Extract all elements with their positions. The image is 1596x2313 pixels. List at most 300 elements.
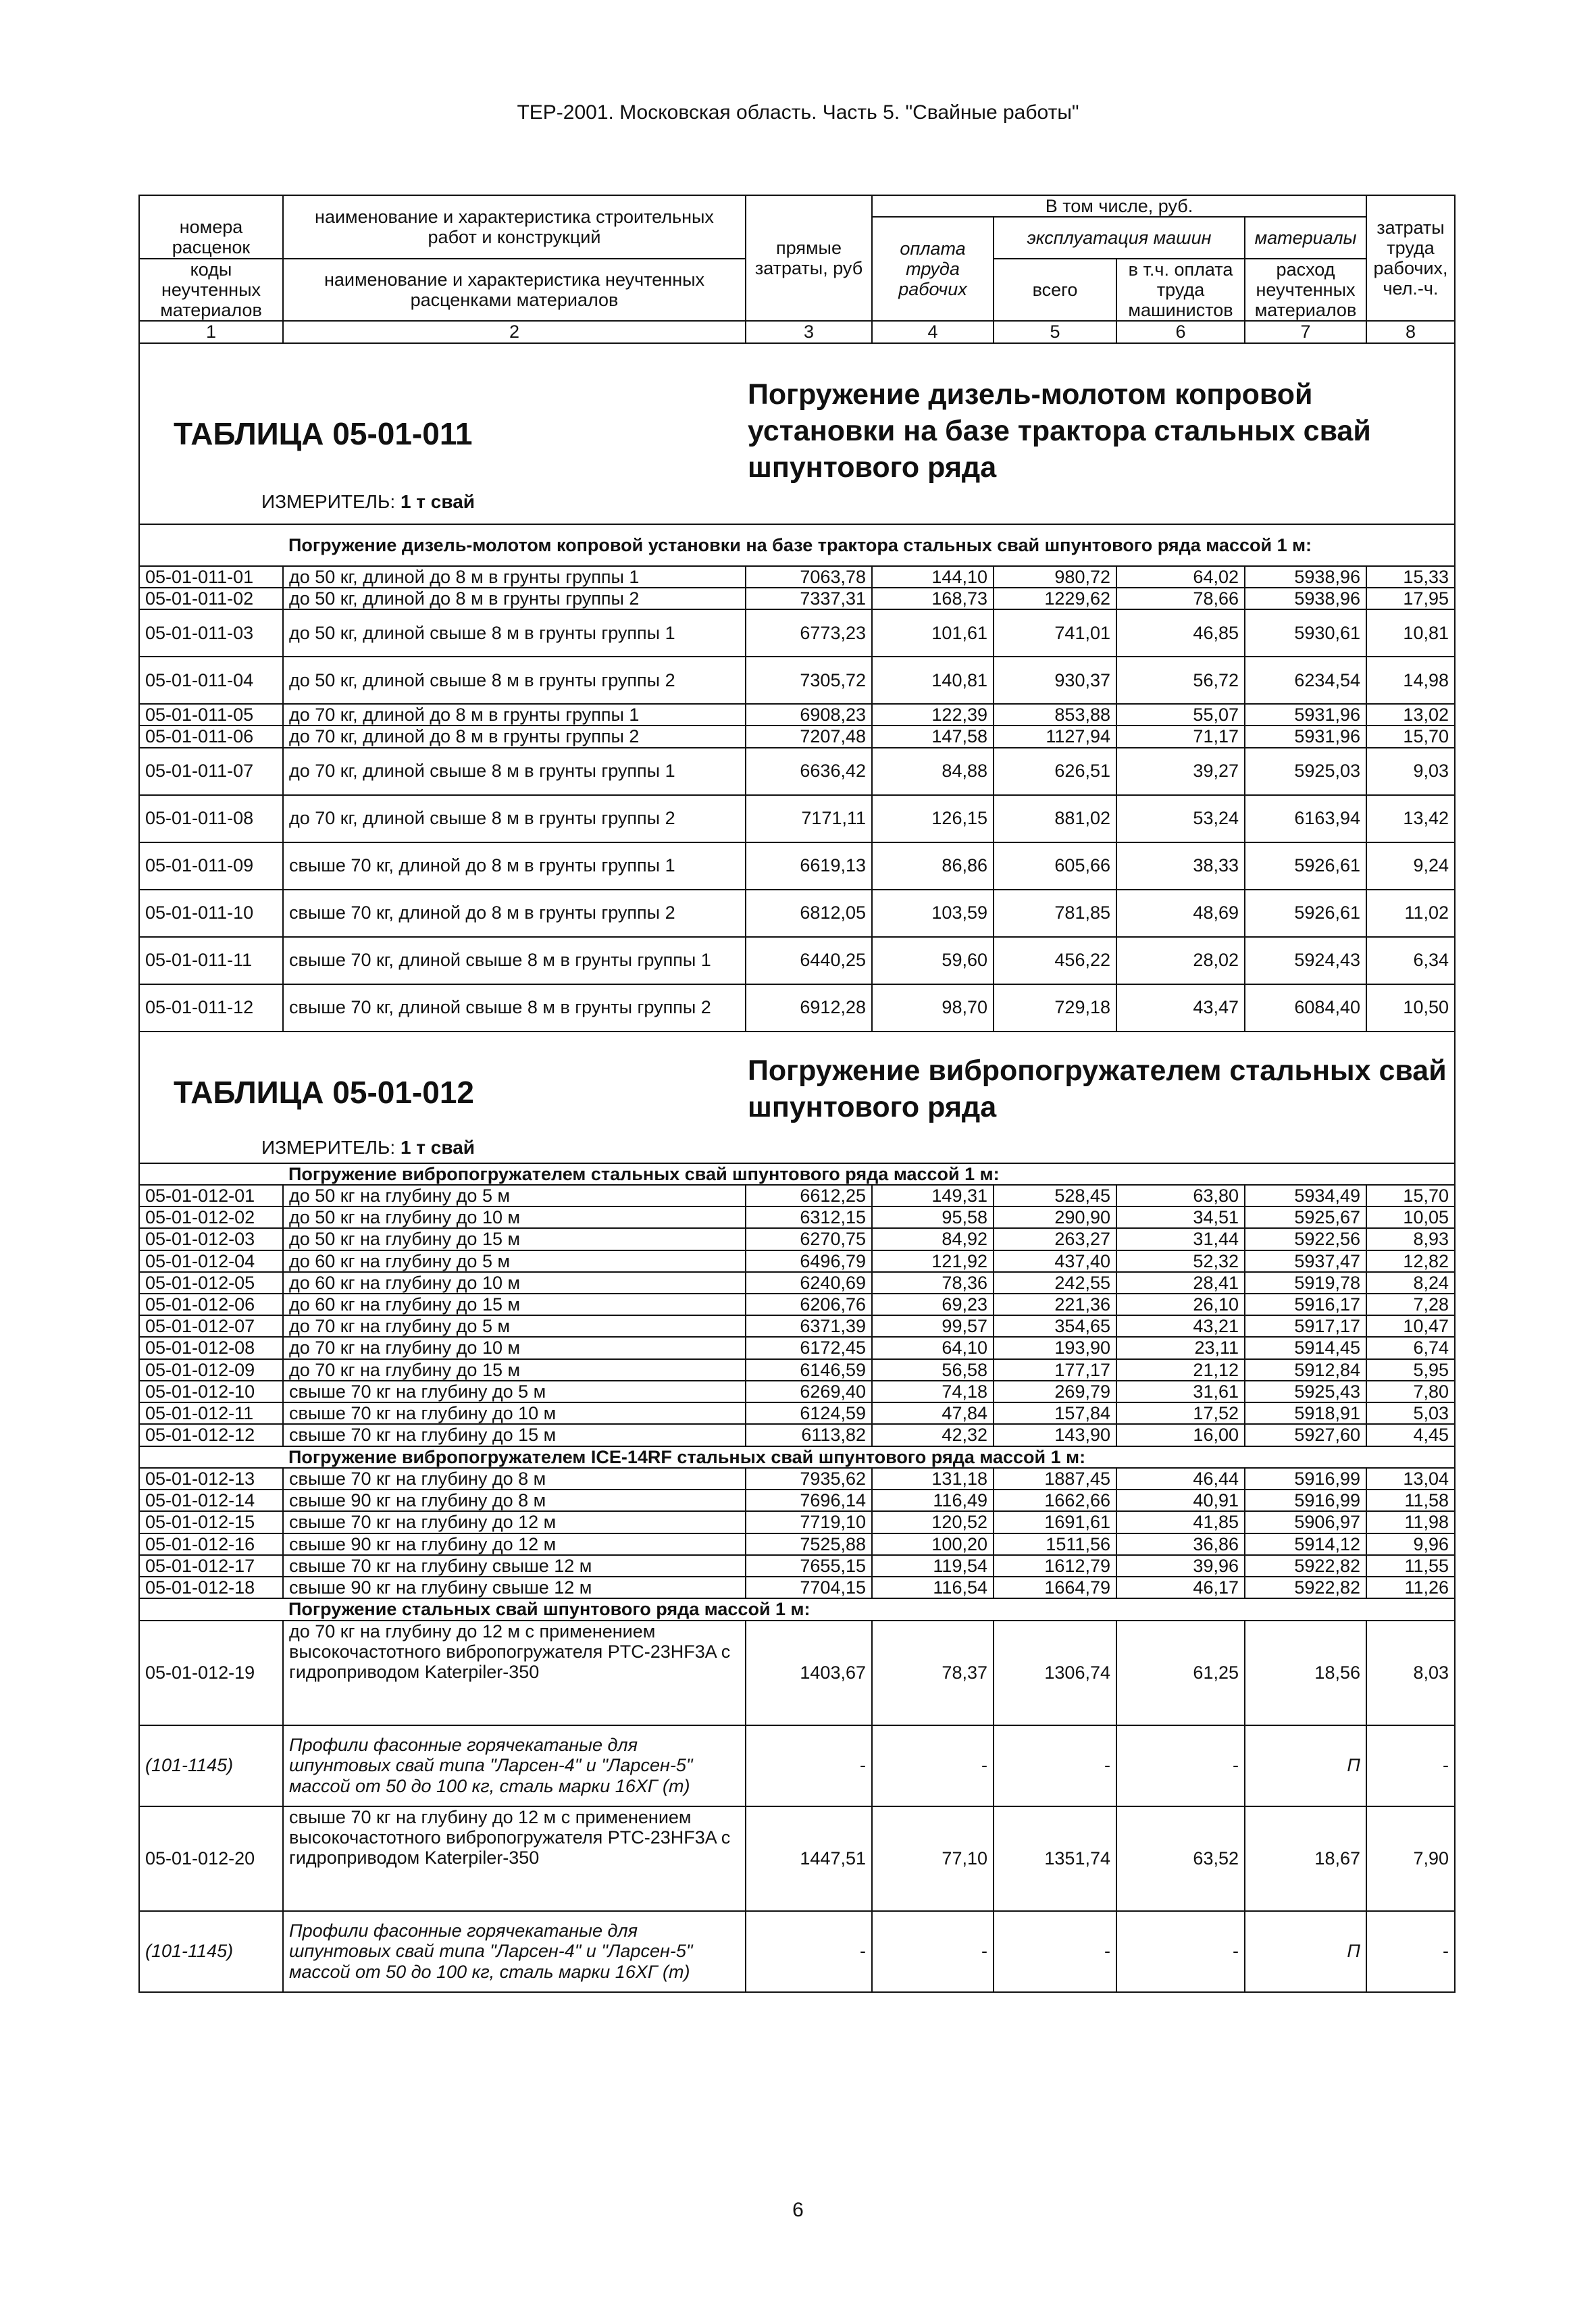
rate-description: свыше 70 кг, длиной свыше 8 м в грунты группы 1 xyxy=(283,937,746,984)
rate-description: свыше 90 кг на глубину до 8 м xyxy=(283,1490,746,1511)
table2-banner xyxy=(139,1032,1455,1163)
materials: 5924,43 xyxy=(1245,937,1366,984)
rate-row xyxy=(139,842,1455,890)
rate-description: до 50 кг на глубину до 10 м xyxy=(283,1206,746,1228)
rate-row xyxy=(139,1272,1455,1294)
labor-pay: - xyxy=(872,1725,994,1806)
rate-code: 05-01-011-09 xyxy=(139,842,283,890)
rate-description: свыше 70 кг на глубину до 12 м с применением высокочастотного вибропогружателя PTC-23HF3A с гидроприводом Katerpiler-350 xyxy=(283,1806,746,1911)
rate-code: 05-01-012-20 xyxy=(139,1806,283,1911)
machines-labor: 46,17 xyxy=(1116,1577,1245,1598)
direct-costs: 6636,42 xyxy=(746,748,872,795)
labor-hours: 10,47 xyxy=(1366,1315,1455,1337)
direct-costs: 6619,13 xyxy=(746,842,872,890)
colnum: 4 xyxy=(872,321,994,342)
direct-costs: 7655,15 xyxy=(746,1555,872,1577)
machines-total: 528,45 xyxy=(994,1185,1116,1206)
rate-row xyxy=(139,657,1455,704)
machines-total: 456,22 xyxy=(994,937,1116,984)
header-col1-bottom: коды неучтенных материалов xyxy=(139,259,283,322)
rate-description: до 70 кг, длиной до 8 м в грунты группы 1 xyxy=(283,704,746,726)
materials: 5938,96 xyxy=(1245,588,1366,609)
rate-row xyxy=(139,1402,1455,1424)
materials: П xyxy=(1245,1911,1366,1992)
rate-description: свыше 90 кг на глубину свыше 12 м xyxy=(283,1577,746,1598)
rate-description: свыше 70 кг, длиной до 8 м в грунты группы 1 xyxy=(283,842,746,890)
rate-code: 05-01-012-17 xyxy=(139,1555,283,1577)
rate-code: 05-01-012-03 xyxy=(139,1228,283,1250)
rate-code: 05-01-012-12 xyxy=(139,1424,283,1446)
direct-costs: 6312,15 xyxy=(746,1206,872,1228)
labor-hours: 5,03 xyxy=(1366,1402,1455,1424)
machines-total: 881,02 xyxy=(994,795,1116,842)
materials: 5926,61 xyxy=(1245,842,1366,890)
direct-costs: 6612,25 xyxy=(746,1185,872,1206)
labor-pay: 149,31 xyxy=(872,1185,994,1206)
rate-description: свыше 70 кг на глубину до 8 м xyxy=(283,1468,746,1490)
direct-costs: 7719,10 xyxy=(746,1511,872,1533)
machines-total: 1662,66 xyxy=(994,1490,1116,1511)
rate-row xyxy=(139,1359,1455,1381)
rate-code: 05-01-011-07 xyxy=(139,748,283,795)
rate-description: до 70 кг на глубину до 10 м xyxy=(283,1337,746,1358)
header-codes xyxy=(139,195,283,217)
colnum: 2 xyxy=(283,321,746,342)
materials: 5906,97 xyxy=(1245,1511,1366,1533)
machines-total: 290,90 xyxy=(994,1206,1116,1228)
rate-row xyxy=(139,890,1455,937)
labor-pay: 103,59 xyxy=(872,890,994,937)
labor-pay: 100,20 xyxy=(872,1533,994,1555)
materials: 5916,99 xyxy=(1245,1490,1366,1511)
labor-hours: 9,96 xyxy=(1366,1533,1455,1555)
rate-description: до 70 кг на глубину до 12 м с применением высокочастотного вибропогружателя PTC-23HF3A с гидроприводом Katerpiler-350 xyxy=(283,1621,746,1725)
labor-hours: - xyxy=(1366,1911,1455,1992)
machines-total: 1612,79 xyxy=(994,1555,1116,1577)
rate-row xyxy=(139,566,1455,588)
header-machines-incl: в т.ч. оплата труда машинистов xyxy=(1116,259,1245,322)
machines-labor: 34,51 xyxy=(1116,1206,1245,1228)
materials: 5938,96 xyxy=(1245,566,1366,588)
direct-costs: 7063,78 xyxy=(746,566,872,588)
machines-labor: 78,66 xyxy=(1116,588,1245,609)
rate-code: 05-01-011-01 xyxy=(139,566,283,588)
direct-costs: 6912,28 xyxy=(746,984,872,1032)
rate-row xyxy=(139,748,1455,795)
group-heading: Погружение стальных свай шпунтового ряда массой 1 м: xyxy=(139,1598,1455,1620)
materials: 5914,45 xyxy=(1245,1337,1366,1358)
machines-labor: 64,02 xyxy=(1116,566,1245,588)
machines-total: 729,18 xyxy=(994,984,1116,1032)
machines-labor: 46,44 xyxy=(1116,1468,1245,1490)
machines-labor: 26,10 xyxy=(1116,1294,1245,1315)
machines-total: 1511,56 xyxy=(994,1533,1116,1555)
labor-pay: 126,15 xyxy=(872,795,994,842)
table1-group-heading: Погружение дизель-молотом копровой установки на базе трактора стальных свай шпунтового ряда массой 1 м: xyxy=(139,524,1455,566)
labor-pay: 98,70 xyxy=(872,984,994,1032)
colnum: 5 xyxy=(994,321,1116,342)
machines-total: 269,79 xyxy=(994,1381,1116,1402)
machines-labor: 48,69 xyxy=(1116,890,1245,937)
materials: 5912,84 xyxy=(1245,1359,1366,1381)
direct-costs: 6206,76 xyxy=(746,1294,872,1315)
machines-labor: 38,33 xyxy=(1116,842,1245,890)
machines-total: 437,40 xyxy=(994,1250,1116,1272)
table2-heading: Погружение вибропогружателем стальных свай шпунтового ряда xyxy=(748,1054,1447,1123)
materials: 5937,47 xyxy=(1245,1250,1366,1272)
machines-labor: 52,32 xyxy=(1116,1250,1245,1272)
labor-pay: 77,10 xyxy=(872,1806,994,1911)
rate-row xyxy=(139,1806,1455,1911)
direct-costs: 7337,31 xyxy=(746,588,872,609)
rate-row xyxy=(139,1511,1455,1533)
rate-code: 05-01-012-04 xyxy=(139,1250,283,1272)
page-title: ТЕР-2001. Московская область. Часть 5. "Свайные работы" xyxy=(517,101,1079,124)
direct-costs: 7171,11 xyxy=(746,795,872,842)
rate-code: 05-01-011-02 xyxy=(139,588,283,609)
rate-description: до 60 кг на глубину до 10 м xyxy=(283,1272,746,1294)
labor-pay: 140,81 xyxy=(872,657,994,704)
labor-pay: 86,86 xyxy=(872,842,994,890)
materials: 5922,82 xyxy=(1245,1577,1366,1598)
labor-hours: 7,80 xyxy=(1366,1381,1455,1402)
machines-total: 1306,74 xyxy=(994,1621,1116,1725)
rate-row xyxy=(139,1424,1455,1446)
rate-description: Профили фасонные горячекатаные для шпунтовых свай типа "Ларсен-4" и "Ларсен-5" массой от 50 до 100 кг, сталь марки 16ХГ (т) xyxy=(283,1911,746,1992)
labor-hours: 11,98 xyxy=(1366,1511,1455,1533)
labor-hours: 9,03 xyxy=(1366,748,1455,795)
direct-costs: 7207,48 xyxy=(746,726,872,747)
machines-total: 1664,79 xyxy=(994,1577,1116,1598)
direct-costs: 7935,62 xyxy=(746,1468,872,1490)
machines-labor: 21,12 xyxy=(1116,1359,1245,1381)
labor-pay: 168,73 xyxy=(872,588,994,609)
machines-labor: 63,80 xyxy=(1116,1185,1245,1206)
labor-pay: 131,18 xyxy=(872,1468,994,1490)
rate-code: (101-1145) xyxy=(139,1911,283,1992)
direct-costs: 7525,88 xyxy=(746,1533,872,1555)
materials: 18,56 xyxy=(1245,1621,1366,1725)
rate-code: 05-01-012-15 xyxy=(139,1511,283,1533)
machines-total: 177,17 xyxy=(994,1359,1116,1381)
rate-row xyxy=(139,1577,1455,1598)
direct-costs: 7696,14 xyxy=(746,1490,872,1511)
materials: 6234,54 xyxy=(1245,657,1366,704)
materials: 5916,17 xyxy=(1245,1294,1366,1315)
unit-value: 1 т свай xyxy=(400,1136,475,1158)
machines-labor: 39,27 xyxy=(1116,748,1245,795)
rate-code: 05-01-012-08 xyxy=(139,1337,283,1358)
labor-hours: 4,45 xyxy=(1366,1424,1455,1446)
rate-code: 05-01-011-11 xyxy=(139,937,283,984)
machines-labor: 28,41 xyxy=(1116,1272,1245,1294)
machines-total: 1691,61 xyxy=(994,1511,1116,1533)
direct-costs: 6146,59 xyxy=(746,1359,872,1381)
labor-hours: 10,05 xyxy=(1366,1206,1455,1228)
rate-code: 05-01-012-07 xyxy=(139,1315,283,1337)
rate-code: 05-01-011-03 xyxy=(139,609,283,657)
rate-row xyxy=(139,984,1455,1032)
labor-pay: 64,10 xyxy=(872,1337,994,1358)
materials: 5916,99 xyxy=(1245,1468,1366,1490)
machines-labor: 31,61 xyxy=(1116,1381,1245,1402)
labor-hours: 10,50 xyxy=(1366,984,1455,1032)
materials: 6163,94 xyxy=(1245,795,1366,842)
machines-total: 980,72 xyxy=(994,566,1116,588)
machines-labor: - xyxy=(1116,1725,1245,1806)
rate-code: 05-01-012-09 xyxy=(139,1359,283,1381)
direct-costs: 6240,69 xyxy=(746,1272,872,1294)
rate-code: 05-01-012-14 xyxy=(139,1490,283,1511)
table1-label: ТАБЛИЦА 05-01-011 xyxy=(174,415,473,451)
machines-total: 193,90 xyxy=(994,1337,1116,1358)
materials: П xyxy=(1245,1725,1366,1806)
machines-total: 930,37 xyxy=(994,657,1116,704)
machines-total: 263,27 xyxy=(994,1228,1116,1250)
colnum: 6 xyxy=(1116,321,1245,342)
rate-code: 05-01-011-04 xyxy=(139,657,283,704)
colnum: 8 xyxy=(1366,321,1455,342)
direct-costs: 6496,79 xyxy=(746,1250,872,1272)
labor-hours: 7,28 xyxy=(1366,1294,1455,1315)
labor-pay: 42,32 xyxy=(872,1424,994,1446)
rate-description: до 60 кг на глубину до 5 м xyxy=(283,1250,746,1272)
direct-costs: 6172,45 xyxy=(746,1337,872,1358)
machines-total: 221,36 xyxy=(994,1294,1116,1315)
labor-pay: 121,92 xyxy=(872,1250,994,1272)
group-heading: Погружение вибропогружателем ICE-14RF стальных свай шпунтового ряда массой 1 м: xyxy=(139,1446,1455,1468)
labor-hours: 17,95 xyxy=(1366,588,1455,609)
machines-labor: 43,21 xyxy=(1116,1315,1245,1337)
labor-pay: 78,36 xyxy=(872,1272,994,1294)
labor-pay: 74,18 xyxy=(872,1381,994,1402)
labor-hours: 13,02 xyxy=(1366,704,1455,726)
labor-hours: 15,70 xyxy=(1366,1185,1455,1206)
labor-hours: 11,58 xyxy=(1366,1490,1455,1511)
labor-hours: - xyxy=(1366,1725,1455,1806)
labor-hours: 9,24 xyxy=(1366,842,1455,890)
machines-total: 1229,62 xyxy=(994,588,1116,609)
colnum: 7 xyxy=(1245,321,1366,342)
rate-code: 05-01-011-06 xyxy=(139,726,283,747)
rate-description: свыше 70 кг на глубину до 10 м xyxy=(283,1402,746,1424)
machines-total: 242,55 xyxy=(994,1272,1116,1294)
rate-description: до 50 кг, длиной свыше 8 м в грунты группы 2 xyxy=(283,657,746,704)
machines-total: 157,84 xyxy=(994,1402,1116,1424)
rate-description: свыше 90 кг на глубину до 12 м xyxy=(283,1533,746,1555)
rate-row xyxy=(139,937,1455,984)
rate-code: 05-01-011-10 xyxy=(139,890,283,937)
labor-pay: 59,60 xyxy=(872,937,994,984)
machines-labor: 36,86 xyxy=(1116,1533,1245,1555)
header-direct-costs: прямые затраты, руб xyxy=(746,195,872,321)
rate-row xyxy=(139,1490,1455,1511)
machines-total: 626,51 xyxy=(994,748,1116,795)
header-name-bottom: наименование и характеристика неучтенных расценками материалов xyxy=(283,259,746,322)
rate-description: до 70 кг на глубину до 15 м xyxy=(283,1359,746,1381)
table2-group2 xyxy=(139,1446,1455,1468)
rate-code: 05-01-012-01 xyxy=(139,1185,283,1206)
machines-labor: 43,47 xyxy=(1116,984,1245,1032)
rate-row xyxy=(139,1468,1455,1490)
labor-pay: 56,58 xyxy=(872,1359,994,1381)
direct-costs: 7305,72 xyxy=(746,657,872,704)
rate-description: до 50 кг на глубину до 5 м xyxy=(283,1185,746,1206)
rate-row xyxy=(139,1381,1455,1402)
labor-hours: 6,74 xyxy=(1366,1337,1455,1358)
rate-code: 05-01-012-16 xyxy=(139,1533,283,1555)
materials: 5917,17 xyxy=(1245,1315,1366,1337)
machines-labor: 40,91 xyxy=(1116,1490,1245,1511)
labor-hours: 11,55 xyxy=(1366,1555,1455,1577)
rate-code: 05-01-011-05 xyxy=(139,704,283,726)
direct-costs: 6908,23 xyxy=(746,704,872,726)
rate-description: до 50 кг на глубину до 15 м xyxy=(283,1228,746,1250)
materials: 5914,12 xyxy=(1245,1533,1366,1555)
direct-costs: 7704,15 xyxy=(746,1577,872,1598)
direct-costs: 6113,82 xyxy=(746,1424,872,1446)
materials: 5918,91 xyxy=(1245,1402,1366,1424)
labor-hours: 13,04 xyxy=(1366,1468,1455,1490)
rate-code: 05-01-011-12 xyxy=(139,984,283,1032)
machines-total: 1127,94 xyxy=(994,726,1116,747)
labor-pay: 116,49 xyxy=(872,1490,994,1511)
rate-code: (101-1145) xyxy=(139,1725,283,1806)
rate-description: свыше 70 кг на глубину до 12 м xyxy=(283,1511,746,1533)
direct-costs: 6124,59 xyxy=(746,1402,872,1424)
labor-hours: 8,03 xyxy=(1366,1621,1455,1725)
materials: 5922,82 xyxy=(1245,1555,1366,1577)
direct-costs: 6270,75 xyxy=(746,1228,872,1250)
labor-pay: 101,61 xyxy=(872,609,994,657)
labor-hours: 8,93 xyxy=(1366,1228,1455,1250)
rate-row xyxy=(139,1185,1455,1206)
header-materials: материалы xyxy=(1245,217,1366,258)
table2-label: ТАБЛИЦА 05-01-012 xyxy=(174,1074,474,1110)
machines-labor: 17,52 xyxy=(1116,1402,1245,1424)
labor-hours: 6,34 xyxy=(1366,937,1455,984)
machines-total: 741,01 xyxy=(994,609,1116,657)
labor-pay: 99,57 xyxy=(872,1315,994,1337)
labor-hours: 7,90 xyxy=(1366,1806,1455,1911)
rate-description: до 60 кг на глубину до 15 м xyxy=(283,1294,746,1315)
machines-labor: 63,52 xyxy=(1116,1806,1245,1911)
rate-description: Профили фасонные горячекатаные для шпунтовых свай типа "Ларсен-4" и "Ларсен-5" массой от 50 до 100 кг, сталь марки 16ХГ (т) xyxy=(283,1725,746,1806)
machines-labor: 23,11 xyxy=(1116,1337,1245,1358)
colnum: 3 xyxy=(746,321,872,342)
material-row xyxy=(139,1725,1455,1806)
labor-pay: 95,58 xyxy=(872,1206,994,1228)
machines-total: 1351,74 xyxy=(994,1806,1116,1911)
rate-row xyxy=(139,704,1455,726)
unit-label: ИЗМЕРИТЕЛЬ: xyxy=(261,490,396,512)
machines-total: 605,66 xyxy=(994,842,1116,890)
rate-description: свыше 70 кг на глубину свыше 12 м xyxy=(283,1555,746,1577)
direct-costs: 6812,05 xyxy=(746,890,872,937)
rate-code: 05-01-012-11 xyxy=(139,1402,283,1424)
machines-total: 1887,45 xyxy=(994,1468,1116,1490)
header-breakdown: В том числе, руб. xyxy=(872,195,1366,217)
materials: 5925,03 xyxy=(1245,748,1366,795)
rate-code: 05-01-012-18 xyxy=(139,1577,283,1598)
table2-group3 xyxy=(139,1598,1455,1620)
rate-description: до 70 кг, длиной свыше 8 м в грунты группы 1 xyxy=(283,748,746,795)
direct-costs: 6440,25 xyxy=(746,937,872,984)
machines-labor: 46,85 xyxy=(1116,609,1245,657)
rate-row xyxy=(139,1555,1455,1577)
labor-pay: 119,54 xyxy=(872,1555,994,1577)
rate-row xyxy=(139,588,1455,609)
materials: 5925,67 xyxy=(1245,1206,1366,1228)
machines-labor: 28,02 xyxy=(1116,937,1245,984)
labor-pay: 69,23 xyxy=(872,1294,994,1315)
unit-label: ИЗМЕРИТЕЛЬ: xyxy=(261,1136,396,1158)
header-col1-top: номера расценок xyxy=(139,217,283,258)
labor-hours: 11,02 xyxy=(1366,890,1455,937)
materials: 5934,49 xyxy=(1245,1185,1366,1206)
rate-code: 05-01-012-19 xyxy=(139,1621,283,1725)
machines-labor: 56,72 xyxy=(1116,657,1245,704)
labor-hours: 15,33 xyxy=(1366,566,1455,588)
machines-total: 853,88 xyxy=(994,704,1116,726)
machines-labor: - xyxy=(1116,1911,1245,1992)
rate-code: 05-01-012-05 xyxy=(139,1272,283,1294)
labor-hours: 12,82 xyxy=(1366,1250,1455,1272)
header-labor: затраты труда рабочих, чел.-ч. xyxy=(1366,195,1455,321)
materials: 5919,78 xyxy=(1245,1272,1366,1294)
machines-labor: 53,24 xyxy=(1116,795,1245,842)
machines-total: - xyxy=(994,1911,1116,1992)
rates-table xyxy=(138,195,1456,1993)
header-machines: эксплуатация машин xyxy=(994,217,1245,258)
rate-row xyxy=(139,1533,1455,1555)
direct-costs: 6371,39 xyxy=(746,1315,872,1337)
direct-costs: - xyxy=(746,1911,872,1992)
labor-pay: 116,54 xyxy=(872,1577,994,1598)
labor-hours: 5,95 xyxy=(1366,1359,1455,1381)
column-numbers-row xyxy=(139,321,1455,342)
machines-total: - xyxy=(994,1725,1116,1806)
rate-row xyxy=(139,1206,1455,1228)
labor-hours: 14,98 xyxy=(1366,657,1455,704)
materials: 5930,61 xyxy=(1245,609,1366,657)
rate-description: до 70 кг, длиной до 8 м в грунты группы 2 xyxy=(283,726,746,747)
rate-row xyxy=(139,1315,1455,1337)
machines-total: 354,65 xyxy=(994,1315,1116,1337)
labor-pay: 84,88 xyxy=(872,748,994,795)
rate-code: 05-01-011-08 xyxy=(139,795,283,842)
direct-costs: - xyxy=(746,1725,872,1806)
rate-row xyxy=(139,1337,1455,1358)
machines-labor: 61,25 xyxy=(1116,1621,1245,1725)
rate-description: до 50 кг, длиной до 8 м в грунты группы 1 xyxy=(283,566,746,588)
rate-code: 05-01-012-10 xyxy=(139,1381,283,1402)
machines-labor: 41,85 xyxy=(1116,1511,1245,1533)
labor-pay: 78,37 xyxy=(872,1621,994,1725)
labor-pay: 147,58 xyxy=(872,726,994,747)
direct-costs: 1447,51 xyxy=(746,1806,872,1911)
rate-description: свыше 70 кг, длиной свыше 8 м в грунты группы 2 xyxy=(283,984,746,1032)
rate-description: свыше 70 кг на глубину до 5 м xyxy=(283,1381,746,1402)
rate-row xyxy=(139,1228,1455,1250)
machines-labor: 55,07 xyxy=(1116,704,1245,726)
rate-row xyxy=(139,1621,1455,1725)
header-machines-total: всего xyxy=(994,259,1116,322)
page-number: 6 xyxy=(792,2199,804,2221)
materials: 5925,43 xyxy=(1245,1381,1366,1402)
table1-unit xyxy=(261,491,475,512)
table1-heading: Погружение дизель-молотом копровой установки на базе трактора стальных свай шпунтового ряда xyxy=(748,378,1371,484)
